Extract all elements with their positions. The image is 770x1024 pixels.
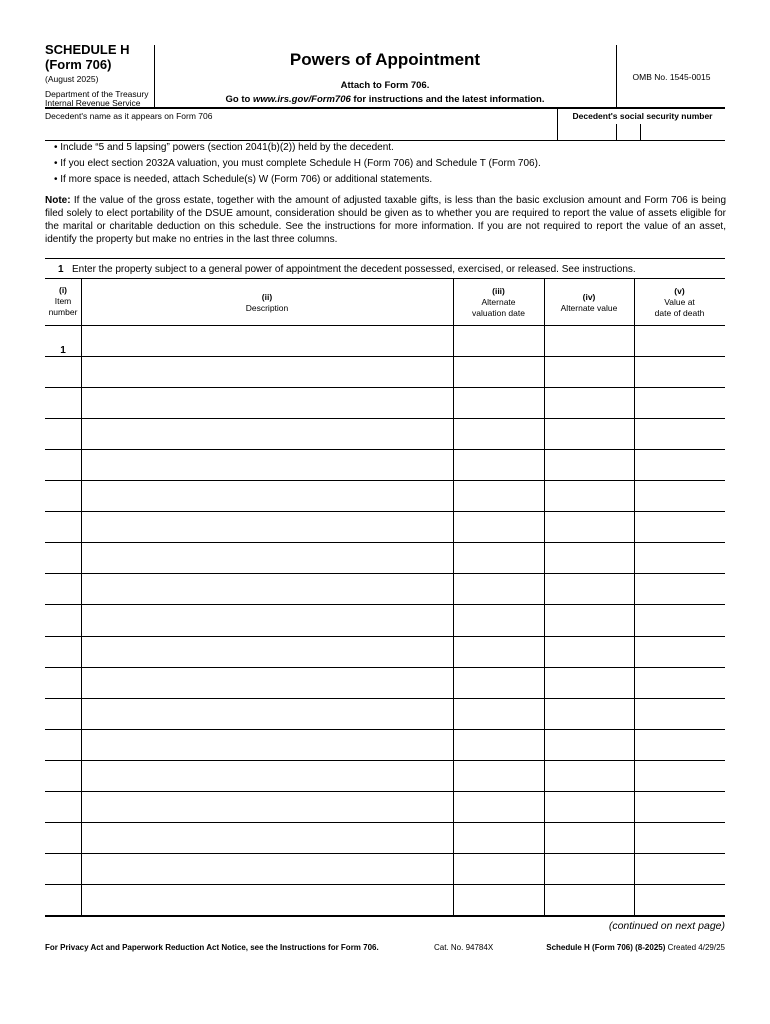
value-at-death-cell[interactable] <box>635 637 724 666</box>
description-cell[interactable] <box>82 357 452 386</box>
revision-date: (August 2025) <box>45 74 99 84</box>
attach-instruction: Attach to Form 706. <box>340 80 430 91</box>
line-1-text: Enter the property subject to a general power of appointment the decedent possessed, exercised, or released. See instructions. <box>72 264 636 275</box>
description-cell[interactable] <box>82 730 452 759</box>
alternate-date-cell[interactable] <box>454 605 543 634</box>
description-cell[interactable] <box>82 450 452 479</box>
catalog-number: Cat. No. 94784X <box>434 943 494 952</box>
alternate-date-cell[interactable] <box>454 637 543 666</box>
col-header-description <box>81 292 453 314</box>
omb-number: OMB No. 1545-0015 <box>632 72 711 82</box>
value-at-death-cell[interactable] <box>635 388 724 417</box>
alternate-value-cell[interactable] <box>545 512 633 541</box>
description-cell[interactable] <box>82 326 452 355</box>
value-at-death-cell[interactable] <box>635 761 724 790</box>
alternate-date-cell[interactable] <box>454 761 543 790</box>
value-at-death-cell[interactable] <box>635 512 724 541</box>
alternate-value-cell[interactable] <box>545 605 633 634</box>
description-cell[interactable] <box>82 854 452 883</box>
value-at-death-cell[interactable] <box>635 854 724 883</box>
irs-url-link[interactable]: www.irs.gov/Form706 <box>252 94 351 105</box>
alternate-value-cell[interactable] <box>545 637 633 666</box>
alternate-date-cell[interactable] <box>454 792 543 821</box>
description-cell[interactable] <box>82 388 452 417</box>
alternate-date-cell[interactable] <box>454 574 543 603</box>
decedent-name-label: Decedent's name as it appears on Form 706 <box>45 111 213 121</box>
alternate-date-cell[interactable] <box>454 668 543 697</box>
alternate-date-cell[interactable] <box>454 326 543 355</box>
col-iii-roman: (iii) <box>492 286 505 296</box>
header-divider-right <box>616 45 617 108</box>
col-i-line1: Item <box>54 296 72 306</box>
alternate-value-cell[interactable] <box>545 450 633 479</box>
alternate-value-cell[interactable] <box>545 419 633 448</box>
bullet-more-space: • If more space is needed, attach Schedule(s) W (Form 706) or additional statements. <box>54 174 433 185</box>
value-at-death-cell[interactable] <box>635 730 724 759</box>
line-1-instruction <box>45 264 636 275</box>
description-cell[interactable] <box>82 699 452 728</box>
name-row-rule <box>45 140 725 141</box>
footer-form-name: Schedule H (Form 706) (8-2025) <box>546 943 666 952</box>
alternate-date-cell[interactable] <box>454 450 543 479</box>
value-at-death-cell[interactable] <box>635 357 724 386</box>
ssn-divider <box>557 107 558 140</box>
col-iii-line1: Alternate <box>481 297 516 307</box>
description-cell[interactable] <box>82 885 452 914</box>
col-i-line2: number <box>48 307 78 317</box>
value-at-death-cell[interactable] <box>635 885 724 914</box>
col-header-alternate-value <box>544 292 634 314</box>
col-v-line1: Value at <box>664 297 695 307</box>
value-at-death-cell[interactable] <box>635 792 724 821</box>
table-bottom-rule <box>45 915 725 917</box>
description-cell[interactable] <box>82 761 452 790</box>
description-cell[interactable] <box>82 512 452 541</box>
value-at-death-cell[interactable] <box>635 823 724 852</box>
footer-form-id <box>546 943 725 952</box>
note-text: If the value of the gross estate, together with the amount of adjusted taxable gifts, is less than the basic exclusion amount and Form 706 is being filed solely to elect portability of the DSUE amount, consideration should be given as to whether you are required to report the value of assets eligible for the marital or charitable deduction on this schedule. See the instructions for more information. If you are not required to report the value of an asset, identify the property but make no entries in the last three columns. <box>45 195 726 245</box>
description-cell[interactable] <box>82 668 452 697</box>
alternate-value-cell[interactable] <box>545 792 633 821</box>
description-cell[interactable] <box>82 543 452 572</box>
col-v-roman: (v) <box>674 286 685 296</box>
note-paragraph <box>45 194 726 246</box>
value-at-death-cell[interactable] <box>635 605 724 634</box>
ssn-tick-1 <box>616 124 617 140</box>
alternate-value-cell[interactable] <box>545 326 633 355</box>
alternate-value-cell[interactable] <box>545 761 633 790</box>
decedent-name-field[interactable] <box>45 122 555 138</box>
schedule-title: SCHEDULE H <box>45 42 130 57</box>
alternate-value-cell[interactable] <box>545 481 633 510</box>
col-header-value-at-death <box>634 286 725 319</box>
description-cell[interactable] <box>82 605 452 634</box>
description-cell[interactable] <box>82 792 452 821</box>
description-cell[interactable] <box>82 823 452 852</box>
alternate-date-cell[interactable] <box>454 512 543 541</box>
goto-suffix: for instructions and the latest information. <box>350 94 545 105</box>
col-iv-roman: (iv) <box>582 292 596 302</box>
alternate-date-cell[interactable] <box>454 885 543 914</box>
description-cell[interactable] <box>82 574 452 603</box>
ssn-label: Decedent's social security number <box>572 111 713 121</box>
value-at-death-cell[interactable] <box>635 419 724 448</box>
alternate-value-cell[interactable] <box>545 730 633 759</box>
col-v-line2: date of death <box>654 308 705 318</box>
goto-instruction <box>155 94 615 105</box>
col-header-alternate-valuation-date <box>453 286 544 319</box>
alternate-value-cell[interactable] <box>545 668 633 697</box>
alternate-value-cell[interactable] <box>545 823 633 852</box>
alternate-date-cell[interactable] <box>454 419 543 448</box>
privacy-notice: For Privacy Act and Paperwork Reduction Act Notice, see the Instructions for Form 706. <box>45 943 379 952</box>
bullet-5-and-5: • Include “5 and 5 lapsing” powers (section 2041(b)(2)) held by the decedent. <box>54 142 394 153</box>
note-bottom-rule <box>45 258 725 259</box>
description-cell[interactable] <box>82 637 452 666</box>
alternate-date-cell[interactable] <box>454 854 543 883</box>
value-at-death-cell[interactable] <box>635 450 724 479</box>
item-number-1: 1 <box>60 345 66 356</box>
goto-prefix: Go to <box>225 94 253 105</box>
value-at-death-cell[interactable] <box>635 699 724 728</box>
header-bottom-rule <box>45 107 725 109</box>
col-i-roman: (i) <box>58 285 68 295</box>
value-at-death-cell[interactable] <box>635 668 724 697</box>
description-cell[interactable] <box>82 481 452 510</box>
table-top-rule <box>45 278 725 279</box>
alternate-value-cell[interactable] <box>545 854 633 883</box>
line-1-number: 1 <box>58 264 64 275</box>
alternate-value-cell[interactable] <box>545 543 633 572</box>
department-line-1: Department of the Treasury <box>45 89 149 99</box>
col-header-item-number <box>45 285 81 318</box>
col-ii-line1: Description <box>245 303 289 313</box>
alternate-date-cell[interactable] <box>454 357 543 386</box>
alternate-date-cell[interactable] <box>454 481 543 510</box>
col-iv-line1: Alternate value <box>560 303 618 313</box>
footer-created: Created 4/29/25 <box>665 943 725 952</box>
col-iii-line2: valuation date <box>472 308 525 318</box>
alternate-date-cell[interactable] <box>454 823 543 852</box>
form-number: (Form 706) <box>45 57 112 72</box>
alternate-value-cell[interactable] <box>545 388 633 417</box>
alternate-date-cell[interactable] <box>454 388 543 417</box>
department-line-2: Internal Revenue Service <box>45 98 141 108</box>
note-label: Note: <box>45 195 71 206</box>
alternate-date-cell[interactable] <box>454 699 543 728</box>
description-cell[interactable] <box>82 419 452 448</box>
bullet-2032a: • If you elect section 2032A valuation, you must complete Schedule H (Form 706) and Schedule T (Form 706). <box>54 158 541 169</box>
header-divider-left <box>154 45 155 108</box>
col-ii-roman: (ii) <box>261 292 273 302</box>
ssn-tick-2 <box>640 124 641 140</box>
alternate-date-cell[interactable] <box>454 730 543 759</box>
value-at-death-cell[interactable] <box>635 481 724 510</box>
ssn-field[interactable] <box>560 122 725 138</box>
value-at-death-cell[interactable] <box>635 326 724 355</box>
form-title: Powers of Appointment <box>289 50 481 69</box>
alternate-date-cell[interactable] <box>454 543 543 572</box>
alternate-value-cell[interactable] <box>545 357 633 386</box>
alternate-value-cell[interactable] <box>545 699 633 728</box>
value-at-death-cell[interactable] <box>635 574 724 603</box>
continued-note: (continued on next page) <box>608 920 725 932</box>
alternate-value-cell[interactable] <box>545 885 633 914</box>
alternate-value-cell[interactable] <box>545 574 633 603</box>
value-at-death-cell[interactable] <box>635 543 724 572</box>
